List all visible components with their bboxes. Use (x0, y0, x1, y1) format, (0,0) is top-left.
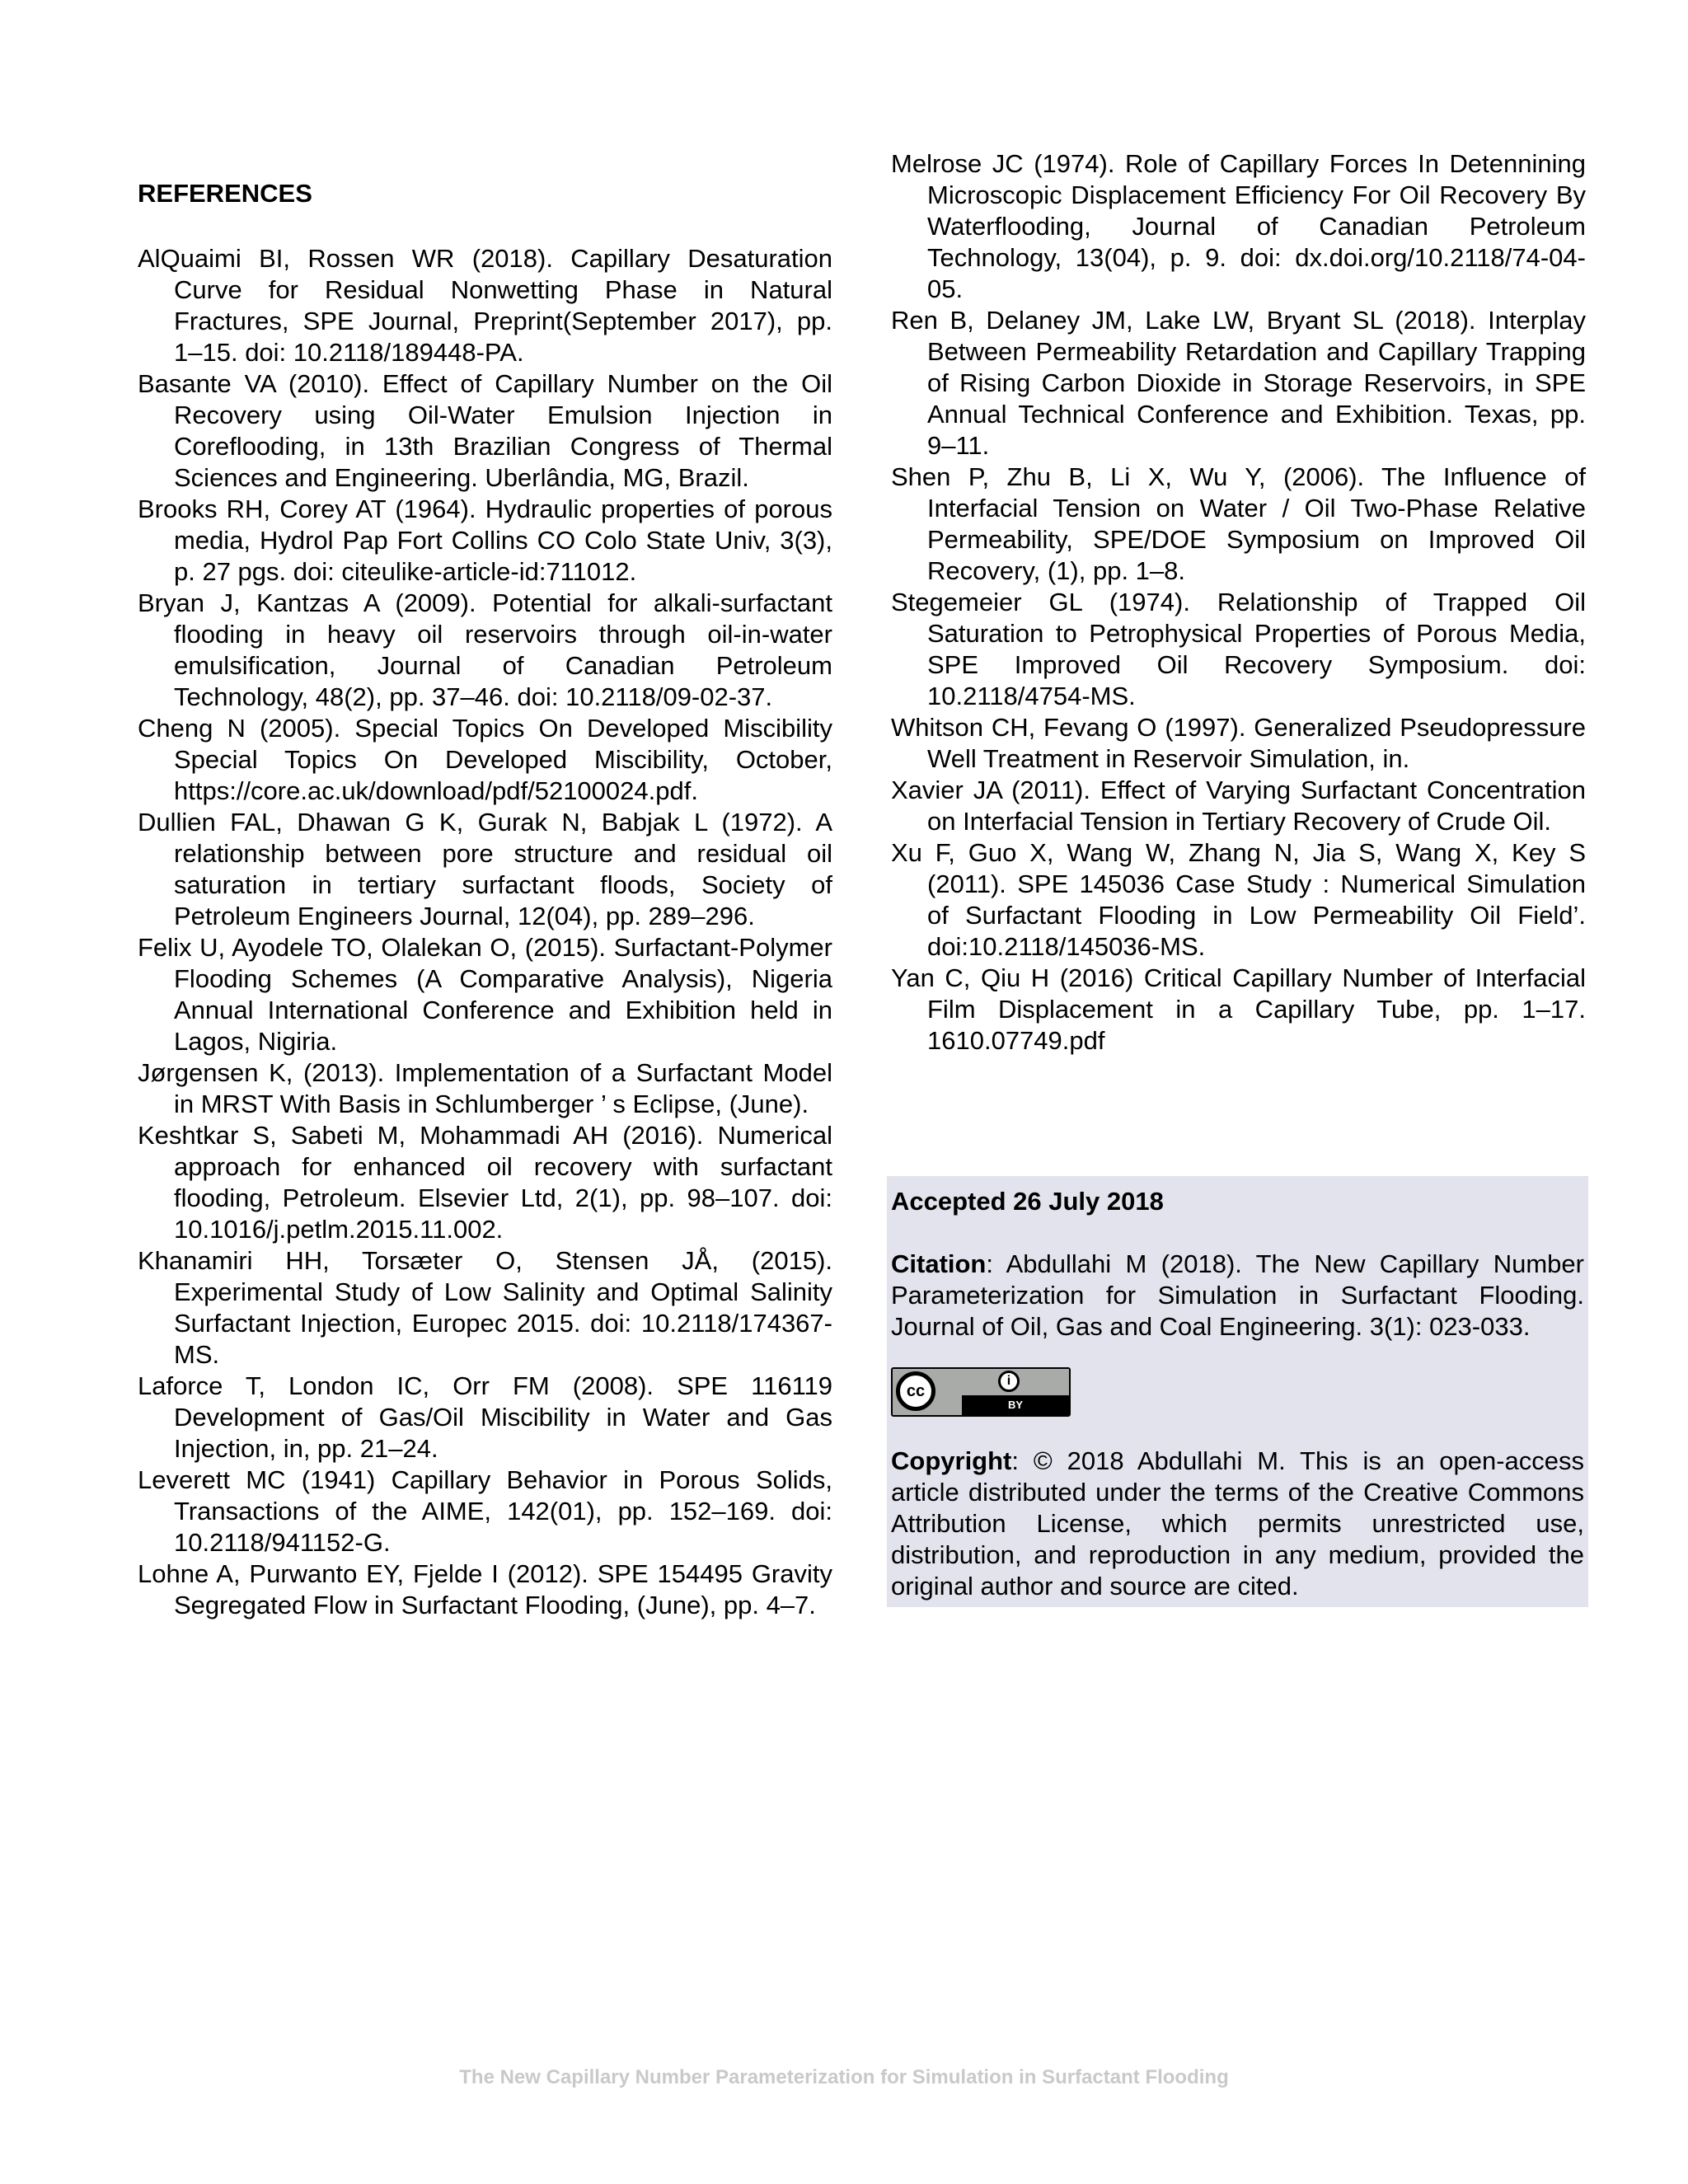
by-label: BY (962, 1395, 1069, 1415)
reference-entry: AlQuaimi BI, Rossen WR (2018). Capillary Desaturation Curve for Residual Nonwetting Phase in Natural Fractures, SPE Journal, Preprint(September 2017), pp. 1–15. doi: 10.2118/189448-PA. (138, 244, 832, 367)
running-footer: The New Capillary Number Parameterization for Simulation in Surfactant Flooding (459, 2066, 1229, 2088)
reference-entry: Brooks RH, Corey AT (1964). Hydraulic properties of porous media, Hydrol Pap Fort Collins CO Colo State Univ, 3(3), p. 27 pgs. doi: citeulike-article-id:711012. (138, 494, 832, 586)
accepted-date: Accepted 26 July 2018 (891, 1187, 1164, 1216)
reference-entry: Jørgensen K, (2013). Implementation of a Surfactant Model in MRST With Basis in Schlumberger ’ s Eclipse, (June). (138, 1058, 832, 1118)
cc-by-license-badge[interactable] (891, 1367, 1071, 1417)
reference-entry: Melrose JC (1974). Role of Capillary Forces In Detennining Microscopic Displacement Efficiency For Oil Recovery By Waterflooding, Journal of Canadian Petroleum Technology, 13(04), p. 9. doi: dx.doi.org/10.2118/74-04-05. (891, 149, 1586, 303)
copyright-label: Copyright (891, 1446, 1012, 1475)
reference-entry: Xavier JA (2011). Effect of Varying Surfactant Concentration on Interfacial Tension in Tertiary Recovery of Crude Oil. (891, 776, 1586, 836)
reference-entry: Whitson CH, Fevang O (1997). Generalized Pseudopressure Well Treatment in Reservoir Simulation, in. (891, 713, 1586, 773)
reference-entry: Yan C, Qiu H (2016) Critical Capillary Number of Interfacial Film Displacement in a Capillary Tube, pp. 1–17. 1610.07749.pdf (891, 963, 1586, 1055)
copyright-text: : © 2018 Abdullahi M. This is an open-access article distributed under the terms of the Creative Commons Attribution License, which permits unrestricted use, distribution, and reproduction in any medium, provided the original author and source are cited. (891, 1446, 1584, 1601)
references-heading: REFERENCES (138, 179, 312, 208)
reference-entry: Leverett MC (1941) Capillary Behavior in Porous Solids, Transactions of the AIME, 142(01), pp. 152–169. doi: 10.2118/941152-G. (138, 1465, 832, 1557)
reference-entry: Keshtkar S, Sabeti M, Mohammadi AH (2016). Numerical approach for enhanced oil recovery with surfactant flooding, Petroleum. Elsevier Ltd, 2(1), pp. 98–107. doi: 10.1016/j.petlm.2015.11.002. (138, 1121, 832, 1244)
reference-entry: Felix U, Ayodele TO, Olalekan O, (2015). Surfactant-Polymer Flooding Schemes (A Comparative Analysis), Nigeria Annual International Conference and Exhibition held in Lagos, Nigiria. (138, 933, 832, 1056)
attribution-person-icon: i (998, 1371, 1020, 1392)
reference-entry: Bryan J, Kantzas A (2009). Potential for alkali-surfactant flooding in heavy oil reservoirs through oil-in-water emulsification, Journal of Canadian Petroleum Technology, 48(2), pp. 37–46. doi: 10.2118/09-02-37. (138, 588, 832, 711)
citation-label: Citation (891, 1249, 987, 1278)
cc-icon: cc (896, 1371, 935, 1411)
citation (891, 1249, 1584, 1343)
reference-entry: Stegemeier GL (1974). Relationship of Trapped Oil Saturation to Petrophysical Properties of Porous Media, SPE Improved Oil Recovery Symposium. doi: 10.2118/4754-MS. (891, 588, 1586, 710)
reference-entry: Xu F, Guo X, Wang W, Zhang N, Jia S, Wang X, Key S (2011). SPE 145036 Case Study : Numerical Simulation of Surfactant Flooding in Low Permeability Oil Field’. doi:10.2118/145036-MS. (891, 838, 1586, 961)
reference-entry: Shen P, Zhu B, Li X, Wu Y, (2006). The Influence of Interfacial Tension on Water / Oil Two-Phase Relative Permeability, SPE/DOE Symposium on Improved Oil Recovery, (1), pp. 1–8. (891, 462, 1586, 585)
article-info-box (887, 1176, 1588, 1607)
reference-entry: Khanamiri HH, Torsæter O, Stensen JÅ, (2015). Experimental Study of Low Salinity and Optimal Salinity Surfactant Injection, Europec 2015. doi: 10.2118/174367-MS. (138, 1246, 832, 1369)
reference-entry: Ren B, Delaney JM, Lake LW, Bryant SL (2018). Interplay Between Permeability Retardation and Capillary Trapping of Rising Carbon Dioxide in Storage Reservoirs, in SPE Annual Technical Conference and Exhibition. Texas, pp. 9–11. (891, 306, 1586, 460)
reference-entry: Cheng N (2005). Special Topics On Developed Miscibility Special Topics On Developed Miscibility, October, https://core.ac.uk/download/pdf/52100024.pdf. (138, 714, 832, 805)
reference-entry: Lohne A, Purwanto EY, Fjelde I (2012). SPE 154495 Gravity Segregated Flow in Surfactant Flooding, (June), pp. 4–7. (138, 1559, 832, 1619)
citation-text: : Abdullahi M (2018). The New Capillary Number Parameterization for Simulation in Surfactant Flooding. Journal of Oil, Gas and Coal Engineering. 3(1): 023-033. (891, 1249, 1584, 1341)
reference-entry: Laforce T, London IC, Orr FM (2008). SPE 116119 Development of Gas/Oil Miscibility in Water and Gas Injection, in, pp. 21–24. (138, 1371, 832, 1463)
reference-entry: Basante VA (2010). Effect of Capillary Number on the Oil Recovery using Oil-Water Emulsion Injection in Coreflooding, in 13th Brazilian Congress of Thermal Sciences and Engineering. Uberlândia, MG, Brazil. (138, 369, 832, 492)
copyright-notice (891, 1446, 1584, 1602)
reference-entry: Dullien FAL, Dhawan G K, Gurak N, Babjak L (1972). A relationship between pore structure and residual oil saturation in tertiary surfactant floods, Society of Petroleum Engineers Journal, 12(04), pp. 289–296. (138, 808, 832, 930)
left-column (138, 178, 832, 1621)
right-column (891, 148, 1586, 1057)
